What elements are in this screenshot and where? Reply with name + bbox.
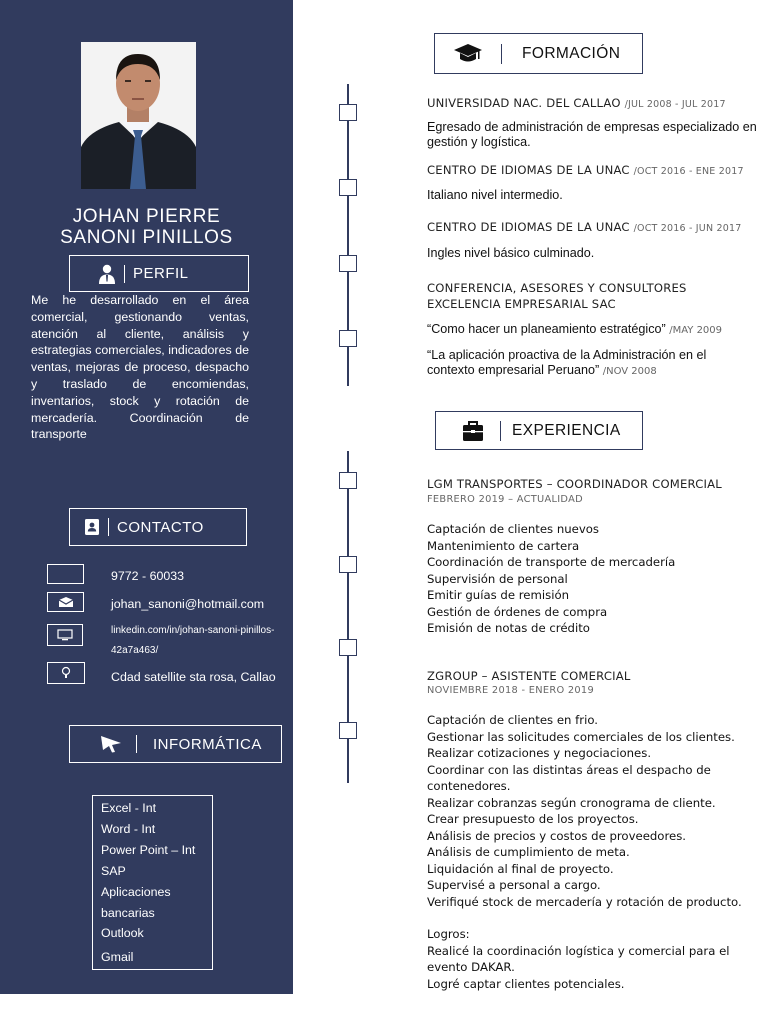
education-date: /OCT 2016 - ENE 2017 — [633, 166, 744, 177]
experiencia-header — [435, 411, 643, 450]
task-item: Crear presupuesto de los proyectos. — [427, 812, 639, 826]
talk-title: “Como hacer un planeamiento estratégico” — [427, 322, 666, 336]
job-title: ZGROUP – ASISTENTE COMERCIAL — [427, 669, 631, 683]
contacto-header — [69, 508, 247, 546]
skill-item: Aplicaciones — [101, 884, 171, 899]
email-icon — [47, 592, 84, 612]
task-item: Análisis de precios y costos de proveedores. — [427, 828, 686, 843]
conference-talk — [427, 322, 757, 339]
task-item: Captación de clientes en frio. — [427, 713, 598, 727]
perfil-text: Me he desarrollado en el área comercial, gestionando ventas, atención al cliente, análisis y estrategias comerciales, indicadores de ventas, mejoras de proceso, despacho y traslado de encomiendas, inventarios, stock y rotación de mercadería. Coordinación de transporte — [31, 293, 249, 442]
education-title — [427, 220, 741, 234]
task-item: Emitir guías de remisión — [427, 588, 569, 602]
formacion-header — [434, 33, 643, 74]
logros-label: Logros: — [427, 927, 470, 941]
education-desc: Italiano nivel intermedio. — [427, 188, 563, 202]
task-item: Emisión de notas de crédito — [427, 621, 590, 635]
skills-list — [92, 795, 213, 970]
perfil-header — [69, 255, 249, 292]
divider — [108, 518, 109, 536]
divider — [500, 421, 501, 441]
skill-item: Word - Int — [101, 821, 156, 836]
task-item: Gestionar las solicitudes comerciales de los clientes. — [427, 729, 735, 744]
task-item: Gestión de órdenes de compra — [427, 604, 608, 619]
briefcase-icon — [462, 420, 484, 442]
divider — [136, 735, 137, 753]
education-date: /OCT 2016 - JUN 2017 — [633, 223, 742, 234]
timeline-marker — [339, 104, 357, 121]
sidebar — [0, 0, 293, 994]
talk-date: /MAY 2009 — [669, 325, 723, 336]
logro-item: Logré captar clientes potenciales. — [427, 976, 625, 991]
conference-title: CONFERENCIA, ASESORES Y CONSULTORES EXCELENCIA EMPRESARIAL SAC — [427, 281, 687, 311]
education-date: /JUL 2008 - JUL 2017 — [624, 99, 726, 110]
skill-item: Power Point – Int — [101, 842, 196, 857]
informatica-header — [69, 725, 282, 763]
full-name — [20, 206, 273, 248]
task-item: Coordinar con las distintas áreas el despacho de contenedores. — [427, 762, 711, 793]
task-item: Captación de clientes nuevos — [427, 522, 600, 536]
education-title — [427, 163, 744, 177]
education-institution: CENTRO DE IDIOMAS DE LA UNAC — [427, 220, 630, 234]
talk-date: /NOV 2008 — [602, 365, 657, 377]
skill-item: Gmail — [101, 950, 134, 965]
name-line-2: SANONI PINILLOS — [60, 227, 233, 248]
timeline-marker — [339, 556, 357, 573]
timeline-marker — [339, 639, 357, 656]
skill-item: Excel - Int — [101, 801, 157, 815]
perfil-label: PERFIL — [133, 265, 189, 282]
task-item: Liquidación al final de proyecto. — [427, 861, 614, 876]
contact-email[interactable]: johan_sanoni@hotmail.com — [111, 597, 265, 611]
name-line-1: JOHAN PIERRE — [72, 206, 221, 227]
skill-item: bancarias — [101, 905, 155, 920]
job-title: LGM TRANSPORTES – COORDINADOR COMERCIAL — [427, 477, 722, 491]
education-desc: Ingles nivel básico culminado. — [427, 246, 595, 260]
job-date: NOVIEMBRE 2018 - ENERO 2019 — [427, 685, 595, 696]
task-item: Verifiqué stock de mercadería y rotación de producto. — [427, 894, 742, 909]
skill-item: Outlook — [101, 926, 144, 941]
profile-photo — [81, 42, 196, 189]
task-item: Supervisión de personal — [427, 571, 568, 586]
cursor-icon — [100, 735, 122, 753]
education-institution: CENTRO DE IDIOMAS DE LA UNAC — [427, 163, 630, 177]
contact-phone: 9772 - 60033 — [111, 569, 185, 583]
education-institution: UNIVERSIDAD NAC. DEL CALLAO — [427, 96, 621, 110]
job-date: FEBRERO 2019 – ACTUALIDAD — [427, 494, 583, 505]
divider — [124, 265, 125, 283]
location-pin-icon — [47, 662, 85, 684]
timeline-marker — [339, 255, 357, 272]
task-item: Realizar cotizaciones y negociaciones. — [427, 746, 652, 760]
contact-address: Cdad satellite sta rosa, Callao — [111, 670, 276, 684]
job-tasks — [427, 521, 757, 637]
formacion-label: FORMACIÓN — [522, 44, 621, 62]
phone-icon — [47, 564, 84, 584]
informatica-label: INFORMÁTICA — [153, 735, 262, 753]
task-item: Supervisé a personal a cargo. — [427, 878, 601, 892]
task-item: Mantenimiento de cartera — [427, 538, 580, 553]
logro-item: Realicé la coordinación logística y comercial para el evento DAKAR. — [427, 943, 730, 974]
timeline-marker — [339, 722, 357, 739]
conference-talk — [427, 348, 757, 379]
divider — [501, 44, 502, 64]
timeline-marker — [339, 472, 357, 489]
skill-item: SAP — [101, 863, 126, 878]
task-item: Realizar cobranzas según cronograma de cliente. — [427, 795, 716, 810]
graduation-cap-icon — [453, 43, 483, 65]
task-item: Análisis de cumplimiento de meta. — [427, 845, 630, 859]
task-item: Coordinación de transporte de mercadería — [427, 555, 676, 569]
job-tasks — [427, 712, 757, 992]
contact-linkedin[interactable]: linkedin.com/in/johan-sanoni-pinillos-42a7a463/ — [111, 625, 275, 656]
user-icon — [98, 264, 116, 284]
timeline-marker — [339, 330, 357, 347]
education-desc: Egresado de administración de empresas especializado en gestión y logística. — [427, 120, 757, 149]
contact-card-icon — [84, 518, 100, 536]
talk-title: “La aplicación proactiva de la Administración en el contexto empresarial Peruano” — [427, 348, 707, 377]
experiencia-label: EXPERIENCIA — [512, 421, 621, 439]
education-title — [427, 96, 726, 110]
timeline-marker — [339, 179, 357, 196]
contacto-label: CONTACTO — [117, 518, 204, 536]
monitor-icon — [47, 624, 83, 646]
